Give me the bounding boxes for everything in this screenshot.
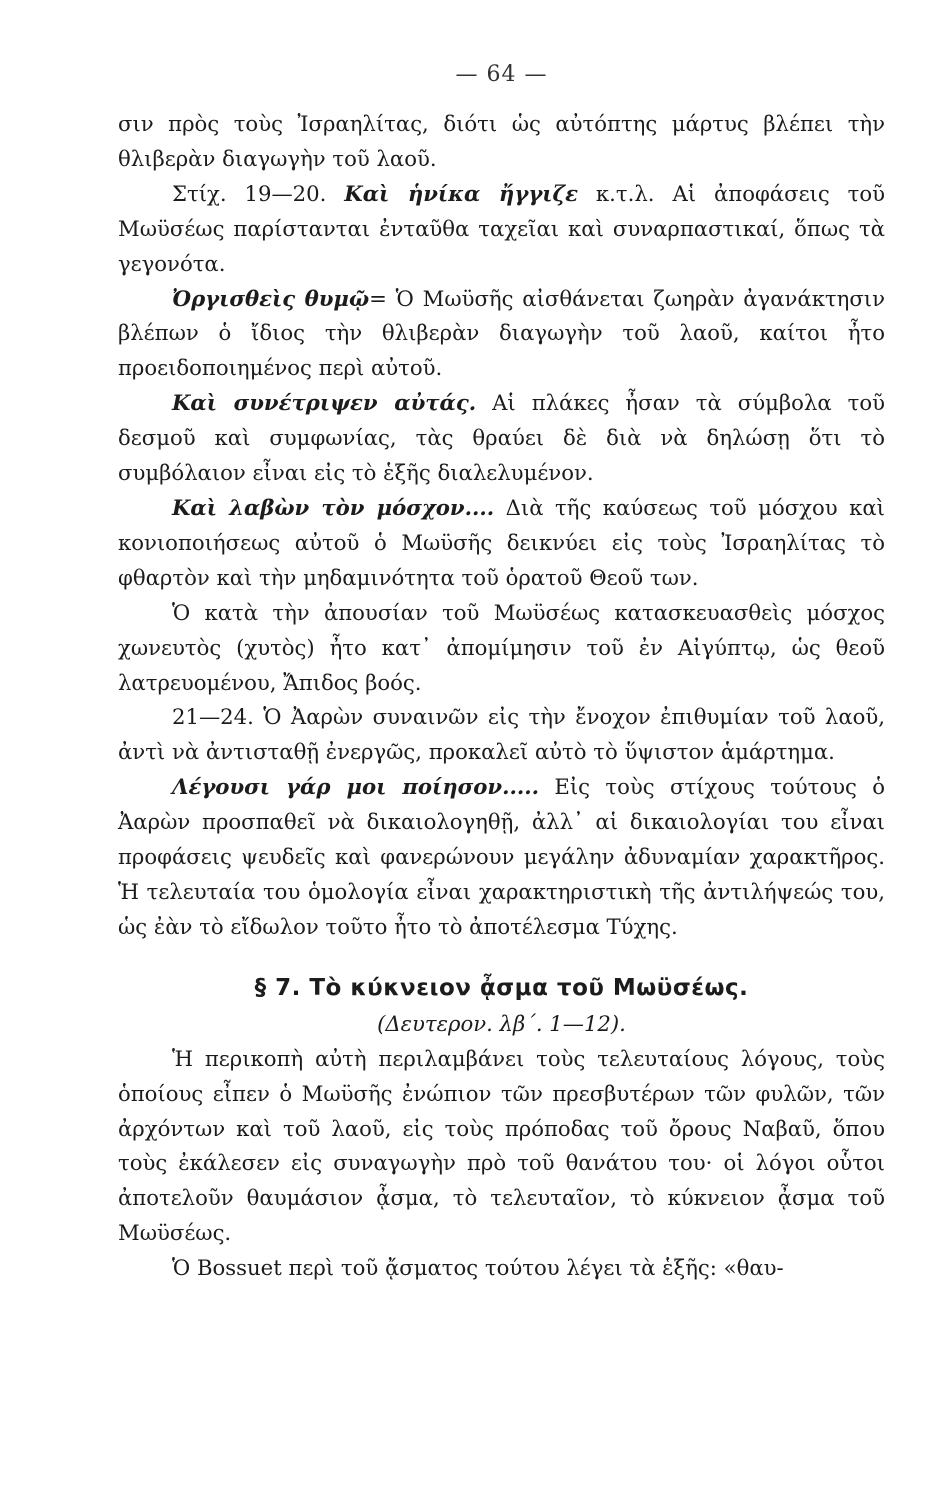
paragraph-7 [118, 700, 885, 770]
paragraph-7-text: 21—24. Ὁ Ἀαρὼν συναινῶν εἰς τὴν ἔνοχον ἐπιθυμίαν τοῦ λαοῦ, ἀντὶ νὰ ἀντισταθῇ ἐνεργῶς, προκαλεῖ αὐτὸ τὸ ὕψιστον ἁμάρτημα. [118, 704, 885, 765]
paragraph-8-bold-lemma: Λέγουσι γάρ μοι ποίησον..... [172, 774, 540, 800]
paragraph-10-text: Ὁ Bossuet περὶ τοῦ ᾄσματος τούτου λέγει τὰ ἑξῆς: «θαυ- [172, 1255, 784, 1281]
paragraph-1-text: σιν πρὸς τοὺς Ἰσραηλίτας, διότι ὡς αὐτόπτης μάρτυς βλέπει τὴν θλιβερὰν διαγωγὴν τοῦ λαοῦ. [118, 111, 885, 171]
paragraph-4-bold-lemma: Καὶ συνέτριψεν αὐτάς. [172, 390, 477, 416]
paragraph-6-text: Ὁ κατὰ τὴν ἀπουσίαν τοῦ Μωϋσέως κατασκευασθεὶς μόσχος χωνευτὸς (χυτὸς) ἦτο κατ᾿ ἀπομίμησιν τοῦ ἐν Αἰγύπτῳ, ὡς θεοῦ λατρευομένου, Ἄπιδος βοός. [118, 599, 885, 695]
paragraph-9 [118, 1042, 885, 1251]
paragraph-4-text: Αἱ πλάκες ἦσαν τὰ σύμβολα τοῦ δεσμοῦ καὶ συμφωνίας, τὰς θραύει δὲ διὰ νὰ δηλώσῃ ὅτι τὸ συμβόλαιον εἶναι εἰς τὸ ἑξῆς διαλελυμένον. [118, 390, 885, 486]
section-heading: § 7. Τὸ κύκνειον ᾆσμα τοῦ Μωϋσέως. [254, 974, 749, 1001]
paragraph-5 [118, 491, 885, 596]
section-reference: (Δευτερον. λβ΄. 1—12). [377, 1010, 626, 1036]
paragraph-3-text: = Ὁ Μωϋσῆς αἰσθάνεται ζωηρὰν ἀγανάκτησιν βλέπων ὁ ἴδιος τὴν θλιβερὰν διαγωγὴν τοῦ λαοῦ, καίτοι ἦτο προειδοποιημένος περὶ αὐτοῦ. [118, 285, 885, 381]
paragraph-2-bold-lemma: Καὶ ἡνίκα ἤγγιζε [344, 180, 578, 206]
paragraph-8 [118, 770, 885, 945]
paragraph-2-prefix: Στίχ. 19—20. [172, 180, 345, 206]
paragraph-10 [118, 1251, 885, 1286]
document-page [118, 62, 885, 1286]
paragraph-8-text: Εἰς τοὺς στίχους τούτους ὁ Ἀαρὼν προσπαθεῖ νὰ δικαιολογηθῇ, ἀλλ᾿ αἱ δικαιολογίαι του εἶναι προφάσεις ψευδεῖς καὶ φανερώνουν μεγάλην ἀδυναμίαν χαρακτῆρος. Ἡ τελευταία του ὁμολογία εἶναι χαρακτηριστικὴ τῆς ἀντιλήψεώς του, ὡς ἐὰν τὸ εἴδωλον τοῦτο ἦτο τὸ ἀποτέλεσμα Τύχης. [118, 774, 885, 939]
paragraph-1 [118, 107, 885, 177]
page-number: — 64 — [455, 62, 548, 87]
paragraph-3-bold-lemma: Ὀργισθεὶς θυμῷ [172, 285, 370, 311]
paragraph-6 [118, 596, 885, 701]
paragraph-3 [118, 282, 885, 387]
paragraph-5-text: Διὰ τῆς καύσεως τοῦ μόσχου καὶ κονιοποιήσεως αὐτοῦ ὁ Μωϋσῆς δεικνύει εἰς τοὺς Ἰσραηλίτας τὸ φθαρτὸν καὶ τὴν μηδαμινότητα τοῦ ὁρατοῦ Θεοῦ των. [118, 494, 885, 590]
paragraph-2 [118, 177, 885, 282]
paragraph-4 [118, 386, 885, 491]
paragraph-9-text: Ἡ περικοπὴ αὐτὴ περιλαμβάνει τοὺς τελευταίους λόγους, τοὺς ὁποίους εἶπεν ὁ Μωϋσῆς ἐνώπιον τῶν πρεσβυτέρων τῶν φυλῶν, τῶν ἀρχόντων καὶ τοῦ λαοῦ, εἰς τοὺς πρόποδας τοῦ ὄρους Ναβαῦ, ὅπου τοὺς ἐκάλεσεν εἰς συναγωγὴν πρὸ τοῦ θανάτου του· οἱ λόγοι οὗτοι ἀποτελοῦν θαυμάσιον ᾆσμα, τὸ τελευταῖον, τὸ κύκνειον ᾆσμα τοῦ Μωϋσέως. [118, 1045, 885, 1246]
paragraph-2-text: κ.τ.λ. Αἱ ἀποφάσεις τοῦ Μωϋσέως παρίστανται ἐνταῦθα ταχεῖαι καὶ συναρπαστικαί, ὅπως τὰ γεγονότα. [118, 180, 886, 276]
paragraph-5-bold-lemma: Καὶ λαβὼν τὸν μόσχον.... [172, 494, 495, 520]
